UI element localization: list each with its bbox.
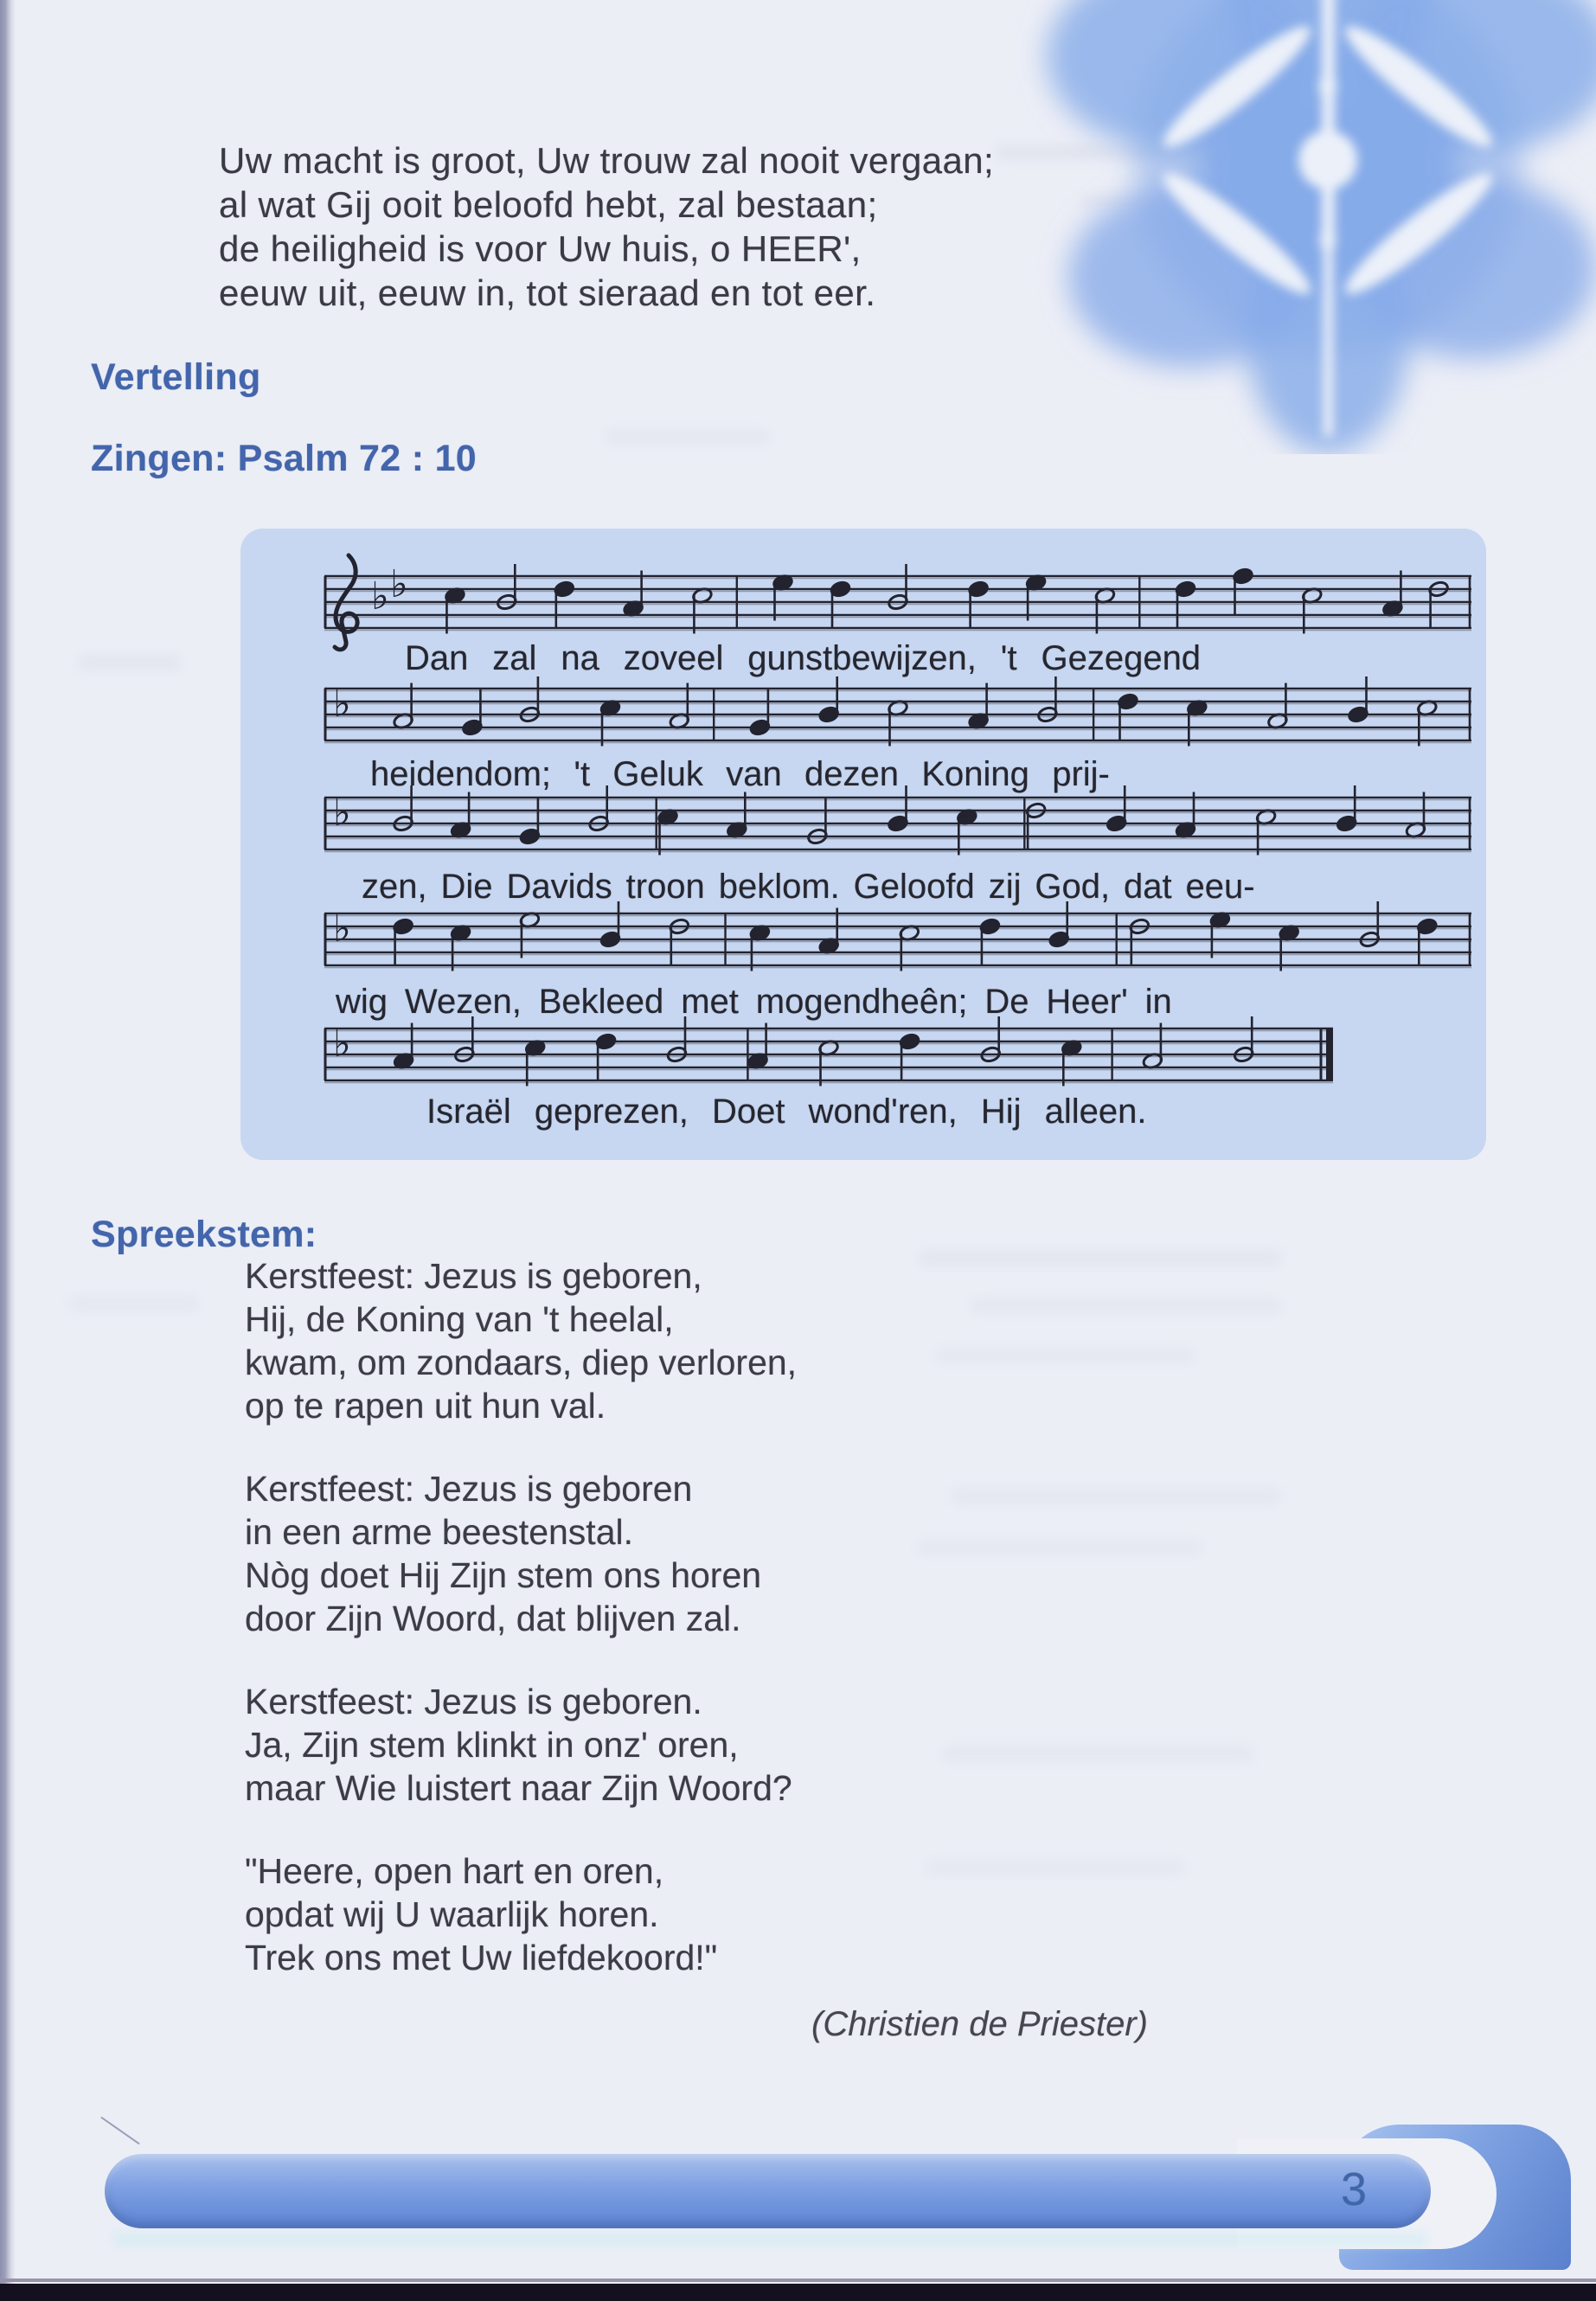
stanza-line: Kerstfeest: Jezus is geboren	[245, 1469, 693, 1509]
flat-sign-icon: ♭	[390, 562, 408, 606]
bleed-through-smudge	[995, 145, 1202, 159]
bleed-through-smudge	[943, 1747, 1254, 1760]
music-lyric-line: wig Wezen, Bekleed met mogendheên; De Heer' in	[336, 983, 1172, 1021]
music-lyric-line: Dan zal na zoveel gunstbewijzen, 't Gezegend	[405, 639, 1202, 677]
bleed-through-smudge	[78, 656, 182, 670]
star-icon	[977, 0, 1596, 454]
stanza-line: Nòg doet Hij Zijn stem ons horen	[245, 1555, 762, 1595]
bleed-through-smudge	[971, 1299, 1282, 1312]
bleed-through-smudge	[606, 431, 770, 443]
flat-sign-icon: ♭	[371, 574, 389, 619]
sheet-music-box	[240, 529, 1486, 1160]
scan-pen-artifact	[100, 2117, 139, 2145]
heading-vertelling: Vertelling	[91, 356, 261, 398]
poem-line: de heiligheid is voor Uw huis, o HEER',	[219, 228, 862, 269]
bleed-through-smudge	[936, 1349, 1195, 1362]
bleed-through-smudge	[917, 1541, 1202, 1554]
stanza-line: opdat wij U waarlijk horen.	[245, 1894, 659, 1934]
stanza	[245, 1680, 797, 1810]
stanza-line: op te rapen uit hun val.	[245, 1386, 606, 1426]
stanza-line: Kerstfeest: Jezus is geboren,	[245, 1256, 702, 1296]
scan-left-edge	[0, 0, 16, 2301]
stanza-line: maar Wie luistert naar Zijn Woord?	[245, 1768, 792, 1808]
stanza-line: Kerstfeest: Jezus is geboren.	[245, 1682, 702, 1721]
footer-page-bar	[105, 2154, 1431, 2228]
flat-sign-icon: ♭	[333, 682, 351, 726]
page-number: 3	[1340, 2163, 1367, 2215]
bleed-through-smudge	[1080, 195, 1339, 208]
scan-bottom-edge-line	[0, 2279, 1596, 2282]
poem-line: eeuw uit, eeuw in, tot sieraad en tot eer.	[219, 272, 876, 313]
stanza	[245, 1467, 797, 1640]
music-staff	[323, 770, 1473, 877]
music-lyric-line: zen, Die Davids troon beklom. Geloofd zij God, dat eeu-	[362, 868, 1255, 906]
stanza-line: "Heere, open hart en oren,	[245, 1851, 664, 1891]
flat-sign-icon: ♭	[333, 1022, 351, 1066]
bleed-through-smudge	[952, 1490, 1280, 1503]
flat-sign-icon: ♭	[333, 791, 351, 835]
star-snowflake-svg	[977, 0, 1596, 454]
stanza-line: Hij, de Koning van 't heelal,	[245, 1299, 674, 1339]
stanza-line: Ja, Zijn stem klinkt in onz' oren,	[245, 1725, 739, 1765]
music-lyric-line: Israël geprezen, Doet wond'ren, Hij alleen.	[426, 1093, 1147, 1131]
footer-bar-glow	[112, 2232, 1427, 2247]
bleed-through-smudge	[919, 1251, 1282, 1265]
flat-sign-icon: ♭	[333, 907, 351, 951]
opening-poem	[219, 138, 994, 315]
stanza-line: Trek ons met Uw liefdekoord!"	[245, 1938, 718, 1977]
poem-line: al wat Gij ooit beloofd hebt, zal bestaan;	[219, 184, 878, 225]
music-staff	[323, 661, 1473, 768]
music-lyric-line: heidendom; 't Geluk van dezen Koning prij-	[370, 755, 1110, 793]
stanza	[245, 1254, 797, 1427]
spreekstem-stanzas	[245, 1254, 797, 2019]
poem-line: Uw macht is groot, Uw trouw zal nooit vergaan;	[219, 140, 995, 181]
scan-bottom-band	[0, 2284, 1596, 2301]
bleed-through-smudge	[69, 1298, 199, 1310]
music-staff	[323, 886, 1473, 993]
stanza-line: in een arme beestenstal.	[245, 1512, 633, 1552]
stanza	[245, 1849, 797, 1979]
stanza-line: door Zijn Woord, dat blijven zal.	[245, 1599, 741, 1638]
heading-spreekstem: Spreekstem:	[91, 1214, 317, 1255]
bleed-through-smudge	[926, 1862, 1185, 1874]
stanza-line: kwam, om zondaars, diep verloren,	[245, 1343, 798, 1382]
author-attribution: (Christien de Priester)	[811, 2005, 1149, 2043]
heading-zingen-psalm: Zingen: Psalm 72 : 10	[91, 438, 477, 479]
